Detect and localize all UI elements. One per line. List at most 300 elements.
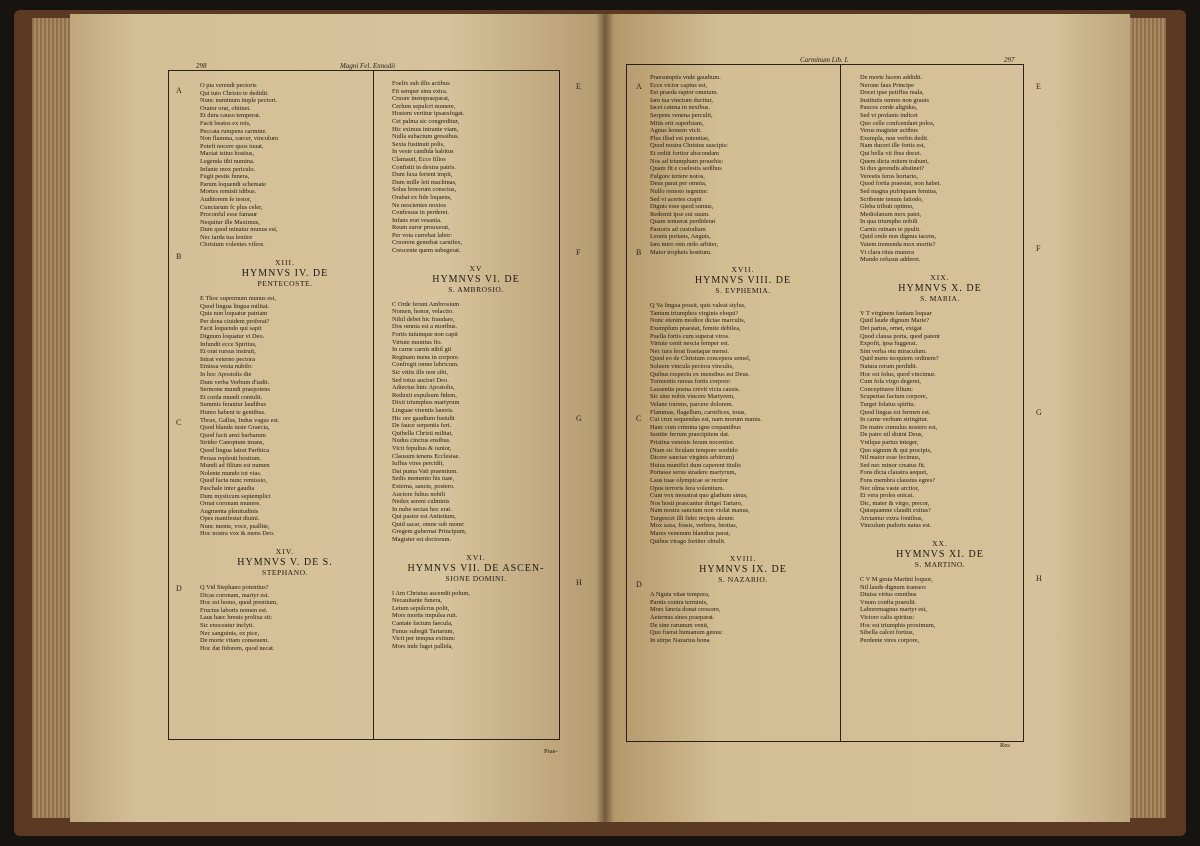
verse-line: Perdente vires corpore,	[860, 636, 920, 644]
verse-line: Redemit ipse sui suum.	[650, 210, 710, 218]
verse-line: Dignis esse quod sumus,	[650, 203, 714, 211]
verse-line: Facit beatos ex reis,	[200, 119, 251, 127]
verse-line: Facit loquendo qui sapit	[200, 325, 262, 333]
verse-line: Cet palma sic congreditur,	[392, 117, 460, 125]
verse-line: Et rediit fortior abscondam	[650, 149, 720, 157]
verse-line: Iam miro rem ordo arbiter,	[650, 241, 719, 249]
verse-line: Crescente quem subegerat.	[392, 247, 461, 255]
verse-line: Nullo remoto tegmine:	[650, 187, 709, 195]
verse-line: Hic ore gaudium fustulit	[392, 414, 455, 422]
verse-line: Velane torrens, parcere dolorem.	[650, 400, 734, 408]
verse-line: Funus subegit Tartarum,	[392, 627, 455, 635]
verse-line: Dos omnia est a moribus.	[392, 323, 458, 331]
verse-line: Turget folatus spiritu.	[860, 400, 916, 408]
verse-line: Et corda mundi contulit.	[200, 393, 263, 401]
hymn-number: XIV.	[275, 547, 295, 557]
verse-line: Dum mysticum septemplici	[200, 492, 271, 500]
verse-line: Auditorem fe testor,	[200, 195, 252, 203]
verse-line: In carne carnis nihil git	[392, 346, 452, 354]
verse-line: Hoc nostra vox & mens Deo.	[200, 530, 275, 538]
verse-line: In stirpe Nazarius bona	[650, 636, 710, 644]
verse-line: Nec ulma vaste arctior,	[860, 484, 920, 492]
verse-line: Vicit per tempus exitum:	[392, 635, 456, 643]
verse-line: Aeternus sines praeparat.	[650, 614, 715, 622]
verse-line: Hic eximus intrante viam,	[392, 125, 459, 133]
verse-line: Fugit pestis funera,	[200, 173, 250, 181]
verse-line: De patre nil diuini Deus,	[860, 431, 924, 439]
verse-line: Reduxit expulsum fidem,	[392, 391, 457, 399]
verse-line: (Nam sic ficulam tempore sordido	[650, 446, 738, 454]
verse-line: Quod clausa porta, quod patent	[860, 332, 940, 340]
verse-line: Maior tropheis hostium.	[650, 248, 712, 256]
margin-letter: A	[636, 82, 642, 91]
verse-line: Orabat ex fide loquens,	[392, 193, 452, 201]
verse-line: Quid laude dignum Marie?	[860, 317, 930, 325]
verse-line: Intrat veterno pectora	[200, 355, 256, 363]
verse-line: Vnilque partus integer,	[860, 438, 919, 446]
verse-line: Quis non loquatur patriam	[200, 310, 268, 318]
verse-line: Tantum triumphos virginis eloqui?	[650, 309, 739, 317]
verse-line: Nec sanguinis, ex pice,	[200, 629, 260, 637]
verse-line: Quod lingua est fermen est.	[860, 408, 931, 416]
verse-line: Quod eo de Christum concepera semel,	[650, 355, 751, 363]
verse-line: Expofit, ipsa fuggerat.	[860, 340, 918, 348]
verse-line: Reum suror prouxerat,	[392, 224, 450, 232]
verse-line: Thrax, Gallus, Indus vagus est.	[200, 416, 280, 424]
verse-line: A Nguta vitae tempora,	[650, 591, 710, 599]
verse-line: Virtute munitus fio.	[392, 338, 443, 346]
margin-letter: F	[1036, 244, 1041, 253]
verse-line: Lassentia poena crevit victa causis.	[650, 385, 740, 393]
hymn-subtitle: S. EVPHEMIA.	[715, 286, 771, 296]
verse-line: Mares venenum blandius parat,	[650, 530, 731, 538]
hymn-subtitle: S. NAZARIO.	[718, 575, 768, 585]
verse-line: Sibella calcet fortius,	[860, 629, 915, 637]
verse-line: Flammas, flagellum, carnifices, totas,	[650, 408, 747, 416]
verse-line: Fons dicta claustra aequet,	[860, 469, 928, 477]
verse-line: Praesumptis vnde gaudium.	[650, 74, 721, 81]
verse-line: Infante mox periculo.	[200, 165, 256, 173]
verse-line: Magister est doctorum.	[392, 536, 452, 544]
verse-line: Dicere sanctae virginis arbitrum)	[650, 454, 735, 462]
verse-line: Mors mortis impulsa ruit.	[392, 612, 458, 620]
verse-line: Paschale inter gaudia	[200, 484, 255, 492]
right-column-1	[650, 74, 836, 644]
verse-line: Qui tuto Christo te dedidit.	[200, 89, 269, 97]
margin-letter: B	[176, 252, 182, 261]
verse-line: Humo habent te gentibus.	[200, 408, 266, 416]
verse-line: Sed magna pufriquam femina,	[860, 187, 938, 195]
hymn-number: XIII.	[275, 258, 295, 268]
verse-line: Dum mille leti machinas,	[392, 178, 457, 186]
verse-line: Nil laude dignum transeo:	[860, 583, 927, 591]
margin-letter: F	[576, 248, 581, 257]
margin-letter: H	[576, 578, 582, 587]
verse-line: Det partus, ornet, exigat	[860, 325, 922, 333]
verse-line: Cruore inempraeparat,	[392, 95, 450, 103]
margin-letter: H	[1036, 574, 1042, 583]
verse-line: Qui pastor est Antistium,	[392, 513, 456, 521]
verse-line: Est praeda raptor omnium.	[650, 89, 719, 97]
verse-line: Poteft nocere quos iuuat.	[200, 142, 264, 150]
verse-line: Et dura causo temperat.	[200, 112, 261, 120]
verse-line: In veste candida habitus	[392, 148, 454, 156]
verse-line: Quibella Christi militat,	[392, 429, 453, 437]
verse-line: Mundi ad filium est numen	[200, 462, 270, 470]
verse-line: Mors fancta donat crescere,	[650, 606, 721, 614]
hymn-number: XVI.	[466, 552, 486, 562]
verse-line: Per vota currebat labor:	[392, 231, 453, 239]
margin-letter: A	[176, 86, 182, 95]
verse-line: Iuffus vires percidit,	[392, 460, 444, 468]
hymn-subtitle: S. MARIA.	[920, 293, 960, 303]
hymn-subtitle: S. AMBROSIO.	[448, 284, 504, 294]
hymn-title: HYMNVS VIII. DE	[694, 275, 792, 287]
right-column-rule	[840, 64, 841, 742]
hymn-title: HYMNVS IX. DE	[699, 564, 787, 576]
verse-line: Quo fuerat humanum genus:	[650, 629, 723, 637]
verse-line: Et vera proles enicat.	[860, 492, 914, 500]
verse-line: Orator orat, obtinet.	[200, 104, 251, 112]
hymn-number: XX.	[932, 539, 948, 549]
verse-line: Quid mens tecquiem ordinem?	[860, 355, 939, 363]
verse-line: Laus haec breuis prolixa sit:	[200, 614, 273, 622]
verse-line: Sic vitiis ille non sibi,	[392, 369, 448, 376]
verse-line: Quod lingua lingua militat.	[200, 302, 270, 310]
margin-letter: B	[636, 248, 642, 257]
verse-line: Sexta fustinuit polis,	[392, 140, 445, 148]
verse-line: Clausum tenens Ecclesiae.	[392, 452, 460, 460]
verse-line: Verestis ferus hortario,	[860, 172, 919, 180]
verse-line: Cum vox moustrat quo gladium sinus,	[650, 492, 748, 500]
verse-line: Soluere vincula pectora vinculis,	[650, 363, 734, 370]
margin-letter: C	[636, 414, 642, 423]
verse-line: E Thoc supremum munus est,	[200, 295, 277, 303]
verse-line: Puella fortis cum superat viros.	[650, 332, 730, 340]
verse-line: Quo celle confcendant polos,	[860, 119, 935, 127]
verse-line: Ornat coronam munere.	[200, 500, 261, 508]
hymn-subtitle: S. MARTINO.	[914, 560, 966, 570]
verse-line: Pristina venenis ferum nocentior.	[650, 438, 735, 446]
verse-line: Mundo refusus adderet.	[860, 256, 921, 264]
verse-line: In hoc Apostolis die	[200, 371, 252, 378]
verse-line: Verus magister actibus	[860, 127, 918, 135]
verse-line: Strider Canoptum imans,	[200, 439, 265, 447]
verse-line: Nomen, honor, velactio.	[392, 308, 454, 316]
verse-line: Nos hosti praecantur diriget Tartaro,	[650, 499, 743, 507]
verse-line: O pia verendi pectoris	[200, 82, 257, 89]
verse-line: Cui crux sequendas est, nam morum numis.	[650, 416, 762, 424]
verse-line: Mitis erit superbiam,	[650, 119, 704, 127]
verse-line: Et orat rursus instruit,	[200, 348, 256, 356]
verse-line: Dum verba Verbum d'iadit.	[200, 378, 270, 386]
verse-line: Scribente tenum fatiodo,	[860, 195, 924, 203]
hymn-number: XIX.	[930, 272, 950, 282]
margin-letter: G	[1036, 408, 1042, 417]
book-gutter	[596, 14, 614, 822]
verse-line: Quo signum & qui procipis,	[860, 446, 932, 454]
verse-line: De morte lucem addidit.	[860, 74, 923, 81]
verse-line: Fulgore tertere notos,	[650, 172, 705, 180]
verse-line: Plus illud est potentiae,	[650, 134, 710, 142]
verse-line: Tormentis rursus fortis corpore:	[650, 378, 732, 386]
verse-line: Dat puma Vati praemium.	[392, 467, 458, 475]
verse-line: Quod blanda iuste Graecia,	[200, 424, 270, 432]
hymn-subtitle: STEPHANO.	[261, 568, 309, 578]
verse-line: Externa, sancte, postero.	[392, 482, 455, 490]
margin-letter: D	[176, 584, 182, 593]
verse-line: Opus terroris fera volentium.	[650, 484, 725, 492]
verse-line: Nerone faus Principe	[860, 81, 914, 89]
verse-line: Mactat istius hostius,	[200, 150, 255, 158]
hymn-number: XV	[469, 263, 483, 273]
verse-line: Quam tenuerat perdiderat	[650, 218, 716, 226]
verse-line: Legenda tibi numina.	[200, 157, 255, 165]
verse-line: Virtute cenit nescia femper est.	[650, 340, 730, 348]
verse-line: Mors inde luget pallida,	[392, 642, 454, 650]
verse-line: Solus bonorum conscius,	[392, 186, 457, 194]
verse-line: I Am Christus ascendit polum,	[392, 589, 470, 597]
verse-line: Dixit triumphos martyrum	[392, 399, 460, 407]
verse-line: Cum fola virgo degeret,	[860, 378, 921, 386]
verse-line: Fructus laboris nomen est.	[200, 606, 268, 614]
verse-line: Nec iura ferat fraetaque mensi.	[650, 347, 729, 355]
verse-line: Proconful esse famaur	[200, 211, 258, 219]
hymn-number: XVII.	[731, 265, 755, 275]
verse-line: Sed nec minor creatus fit.	[860, 461, 926, 469]
verse-line: Gregem gubernat Principum,	[392, 528, 467, 536]
verse-line: Cantate factum faecula,	[392, 620, 453, 628]
verse-line: Pastoris ad custodiam	[650, 225, 706, 233]
verse-line: Carnis ruinam te ppulit.	[860, 225, 921, 233]
verse-line: Nunc numinum imple pectori.	[200, 97, 278, 105]
verse-line: Per dona ciuidem proferat?	[200, 317, 270, 325]
verse-line: Scuperiae factum corpore,	[860, 393, 928, 401]
verse-line: De sine rarunum venit,	[650, 621, 709, 629]
right-catchword: Res	[1000, 742, 1010, 749]
hymn-title: HYMNVS X. DE	[898, 282, 982, 294]
verse-line: Cunctarum fc plus celer,	[200, 203, 263, 211]
verse-line: Sed vi acertes crapit	[650, 195, 702, 203]
verse-line: Quod lingua latrat Parthica	[200, 446, 270, 454]
verse-line: Sedis memento his tuae,	[392, 475, 455, 483]
verse-line: Vinculum pudoris natus est.	[860, 522, 932, 530]
verse-line: Sic sine nobis vincere Martyrem,	[650, 393, 735, 401]
verse-line: Leonis portans, Anguis,	[650, 233, 711, 241]
verse-line: Hostem vertitur ipsaesfugat.	[392, 110, 465, 118]
margin-letter: D	[636, 580, 642, 589]
verse-line: Cerlum sepulcri munere,	[392, 102, 456, 110]
margin-letter: C	[176, 418, 182, 427]
verse-line: Quem dicta mitem trahunt,	[860, 157, 929, 165]
verse-line: Ne nescientes noxios	[392, 201, 446, 209]
verse-line: Emissa vesta nubilo:	[200, 363, 253, 371]
right-page-number: 297	[1004, 56, 1015, 64]
verse-line: Gleba tribuit optimo,	[860, 203, 914, 211]
verse-line: Vnum confta praeulit.	[860, 598, 917, 606]
verse-line: Foelix sub illis actibus	[392, 80, 450, 87]
verse-line: Nec tarda tua lentior	[200, 233, 253, 241]
hymn-subtitle: SIONE DOMINI.	[445, 573, 507, 583]
verse-line: In carne verbum stringitur.	[860, 416, 929, 424]
left-column-2	[392, 80, 560, 650]
margin-letter: E	[576, 82, 581, 91]
verse-line: Natura rerum perdidit.	[860, 363, 918, 370]
verse-line: Fit semper sinu extra.	[392, 87, 448, 95]
verse-line: Nudus cinctus ensibus.	[392, 437, 451, 445]
verse-line: Nam duceri ille fortis est,	[860, 142, 926, 150]
verse-line: Qui bella vii ibus docet.	[860, 149, 922, 157]
verse-line: Nunc etenim modice dictae marculis,	[650, 317, 746, 325]
verse-line: De morte vitam conseuent.	[200, 637, 269, 645]
verse-line: Augmenta plenitudinis	[200, 507, 259, 515]
verse-line: Mox saxa, fossis, verbera, bestias,	[650, 522, 738, 530]
verse-line: C V M gesta Martini loquor,	[860, 576, 933, 584]
verse-line: Infans erat vesania.	[392, 216, 442, 224]
verse-line: In qua triumpho nobili	[860, 218, 918, 226]
verse-line: Deus parat per omnia,	[650, 180, 707, 188]
verse-line: Hoc dat fidorem, quod necat.	[200, 644, 275, 652]
verse-line: Quod fortia praestat, non habet.	[860, 180, 941, 188]
verse-line: Necauitante funera,	[392, 597, 443, 605]
verse-line: Nil maior esse fecimus,	[860, 454, 921, 462]
verse-line: Dum faxa ferient impii,	[392, 171, 453, 179]
verse-line: V T virginem fantam loquar	[860, 309, 932, 317]
verse-line: Infundit ecce Spiritus,	[200, 340, 257, 348]
verse-line: Hoc est triumphis proximum,	[860, 621, 936, 629]
verse-line: Huius munifici dum caperent titulis	[650, 461, 741, 469]
verse-line: De fauce serpentis feri.	[392, 422, 452, 430]
verse-line: Docet ipse petiffus mala,	[860, 89, 924, 97]
verse-line: Dicas coronam, martyr est.	[200, 591, 270, 599]
verse-line: Diuisa virtus omnibus	[860, 591, 917, 599]
verse-line: Nulla subactum gressibus.	[392, 133, 460, 141]
verse-line: Nam nostra sanctum non violat manus,	[650, 507, 750, 515]
verse-line: Arctantur extra fontibus,	[860, 514, 923, 522]
verse-line: Nunc mente, voce, psallite,	[200, 522, 270, 530]
verse-line: Adiectus hinc Apostolis,	[392, 384, 455, 392]
verse-line: Serpens venena perculit,	[650, 111, 713, 119]
verse-line: Q Vid Stephano potentius?	[200, 584, 269, 592]
verse-line: Christum volentes vifere.	[200, 241, 265, 249]
verse-line: Nos ad triumphum prouehis:	[650, 157, 724, 165]
left-catchword: Prae-	[544, 748, 558, 755]
verse-line: Turgescet illi fidei recipis aleum:	[650, 514, 735, 522]
right-page-edges	[1126, 18, 1166, 818]
verse-line: Laus tuae olympicae se rectior	[650, 476, 729, 484]
hymn-title: HYMNVS XI. DE	[896, 549, 984, 561]
verse-line: Quid omle non dignus iacens,	[860, 233, 937, 241]
left-column-rule	[373, 70, 374, 740]
margin-letter: G	[576, 414, 582, 423]
verse-line: Nolente mundo tot vias.	[200, 469, 262, 477]
right-running-head: Carminum Lib. I.	[800, 56, 849, 64]
verse-line: Sermone mundi praepotens	[200, 386, 270, 394]
verse-line: Quibus virago fortiter obtulit.	[650, 537, 726, 545]
verse-line: Dic, mater & virgo, precor,	[860, 499, 930, 507]
verse-line: Quam fit e coelestis sedibus	[650, 165, 722, 173]
verse-line: Parnis contra terminis,	[650, 598, 708, 606]
verse-line: Sint verba otu miraculum.	[860, 347, 927, 355]
verse-line: Sed vt profanis indicet	[860, 111, 918, 119]
verse-line: Victore calis spiritus:	[860, 614, 915, 622]
hymn-title: HYMNVS V. DE S.	[237, 557, 333, 569]
verse-line: Confessus in perderet.	[392, 209, 449, 217]
verse-line: Laboremagnus martyr est,	[860, 606, 927, 614]
verse-line: Agnus leonem vicit.	[650, 127, 702, 135]
verse-line: Dignum loquatur vi Deo.	[200, 333, 265, 341]
verse-line: In nube sectas hoc erat.	[392, 505, 452, 513]
hymn-title: HYMNVS IV. DE	[241, 268, 329, 280]
verse-line: Summis ferantur laudibus	[200, 401, 267, 409]
verse-line: Cruorem gemebat carnifex,	[392, 239, 463, 247]
left-page-number: 298	[196, 62, 207, 70]
verse-line: C Orde ferunt Ambrosium	[392, 300, 460, 308]
hymn-number: XVIII.	[729, 554, 757, 564]
verse-line: Hoc est folus, quod vincimur.	[860, 370, 936, 378]
hymn-subtitle: PENTECOSTE.	[257, 279, 313, 289]
left-running-head: Magni Fel. Ennodii	[340, 62, 396, 70]
verse-line: Auctore fultus nobili	[392, 490, 446, 498]
verse-line: Clamauit, Ecce filios	[392, 155, 446, 163]
left-page-edges	[32, 18, 74, 818]
verse-line: Linguae virentis laureis.	[392, 406, 454, 414]
verse-line: Confistit in dextra patris.	[392, 163, 456, 171]
verse-line: Ecce victor captus est,	[650, 81, 708, 89]
verse-line: Dum quod minatur munus est,	[200, 226, 278, 234]
verse-line: Confregit omne lubricum.	[392, 361, 459, 369]
verse-line: Iustitie ferrum praecipitem dat.	[650, 431, 730, 439]
verse-line: Iam tua vinctum ducitur,	[650, 96, 713, 104]
verse-line: Reginam mens in corpore.	[392, 353, 460, 361]
verse-line: Nedux sereni culminis	[392, 498, 450, 506]
verse-line: Nequitur ille Maximus,	[200, 218, 260, 226]
verse-line: Letum sepulcrus polit,	[392, 604, 450, 612]
verse-line: Nihil debet hic fraudare,	[392, 315, 455, 323]
verse-line: Si dux gerendis abstinet?	[860, 165, 925, 173]
verse-line: Quod facta nunc remissio,	[200, 477, 268, 485]
hymn-title: HYMNVS VII. DE ASCEN-	[407, 562, 545, 574]
verse-line: Quod nostra Christus suscipis:	[650, 142, 728, 150]
verse-line: Exempla, non verbis dedit.	[860, 134, 929, 142]
verse-line: Sic enoceatur inclyti.	[200, 622, 255, 630]
verse-line: Q Va lingua possit, quis valeat stylus,	[650, 302, 746, 310]
right-column-2	[860, 74, 1020, 644]
verse-line: Fortis tutumque non capit	[392, 331, 458, 339]
hymn-title: HYMNVS VI. DE	[432, 273, 520, 285]
verse-line: Conceptiuere filium:	[860, 385, 914, 393]
verse-line: Mortes remisit idibus.	[200, 188, 257, 196]
verse-line: Hoc est homo, quod premium,	[200, 599, 278, 607]
verse-line: Opes manifestat diuini.	[200, 515, 260, 523]
verse-line: Quod facit anxi barbarum	[200, 431, 266, 439]
verse-line: Fons membra claustus egres?	[860, 476, 936, 484]
left-column-1	[200, 82, 370, 652]
verse-line: Parum loquendi schemate	[200, 180, 267, 188]
verse-line: Exemplum praestat, femite debilea,	[650, 325, 741, 333]
verse-line: Quibus respectu ex mensibus est Deus.	[650, 370, 750, 378]
verse-line: Vatem tremenda mox mortis?	[860, 241, 936, 249]
verse-line: Peccata rumpens carmine.	[200, 127, 267, 135]
margin-letter: E	[1036, 82, 1041, 91]
verse-line: Paucos corde aligidus,	[860, 104, 918, 112]
verse-line: De matre cumulus nostere est,	[860, 423, 938, 431]
verse-line: Mediolanum mox patet,	[860, 210, 922, 218]
verse-line: Quisquamne claudit exitus?	[860, 507, 931, 515]
verse-line: Sed totus auctori Deo.	[392, 376, 449, 384]
verse-line: Institutis omnes non grauis	[860, 96, 930, 104]
verse-line: Quid sacar, omne sub mone:	[392, 520, 465, 528]
